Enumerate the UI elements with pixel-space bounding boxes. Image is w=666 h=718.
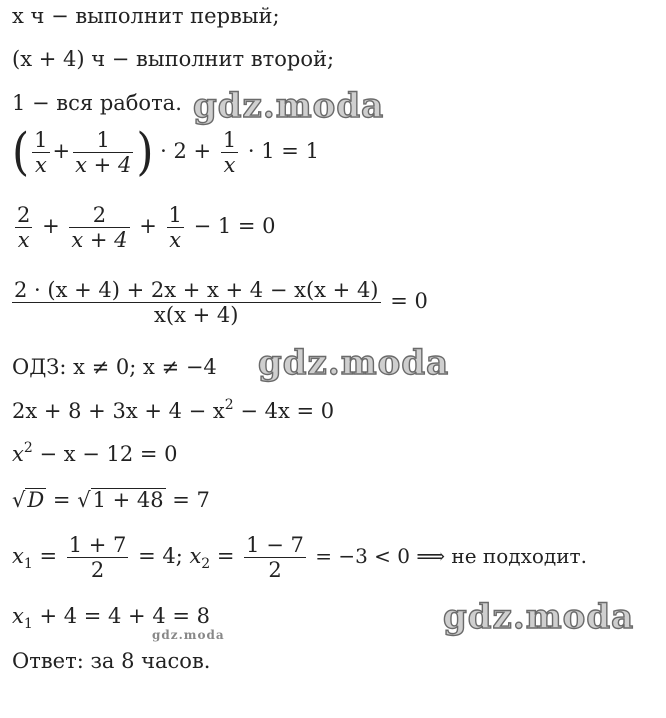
term: x [189, 544, 202, 569]
term: − 4x = 0 [233, 399, 335, 423]
sqrt-sign: √D [12, 488, 45, 512]
line-10-discriminant [12, 488, 210, 512]
term: = 4; [131, 544, 190, 569]
frac-num: 1 [222, 128, 237, 152]
term: = [210, 544, 242, 569]
term: x [12, 442, 24, 466]
line-5-equation [12, 203, 276, 252]
frac-den: x + 4 [75, 153, 132, 178]
subscript: 2 [201, 556, 211, 573]
frac-num: 1 [73, 128, 133, 153]
op: + [42, 214, 60, 239]
watermark: gdz.moda [193, 86, 385, 126]
term: − x − 12 = 0 [32, 442, 178, 466]
frac-num: 2 [17, 203, 31, 227]
line-6-equation [12, 278, 428, 327]
term: − 1 = 0 [193, 214, 276, 239]
term: = [46, 488, 78, 512]
frac-den: x [169, 228, 182, 253]
frac-num: 1 [34, 128, 48, 152]
frac-num: 1 [168, 203, 182, 227]
exponent: 2 [23, 440, 33, 456]
sqrt-sign: √1 + 48 [77, 488, 164, 512]
term: x [12, 544, 24, 569]
frac-num: 2 · (x + 4) + 2x + x + 4 − x(x + 4) [14, 278, 379, 302]
line-7-odz: ОДЗ: x ≠ 0; x ≠ −4 [12, 355, 217, 379]
line-3: 1 − вся работа. [12, 91, 182, 115]
term: = 7 [165, 488, 210, 512]
line-8 [12, 397, 335, 423]
subscript: 1 [23, 556, 33, 573]
term: x [12, 604, 24, 628]
frac-den: x [223, 153, 236, 178]
radicand: D [27, 488, 45, 512]
line-4-equation: ( $\frac{1}{x}$ + $\frac{1}{x + 4}$ ) · 2 + $\frac{1}{x}$ · 1 = 1 [12, 122, 319, 182]
line-13-answer: Ответ: за 8 часов. [12, 649, 211, 673]
term: + 4 = 4 + 4 = 8 [32, 604, 210, 628]
frac-num: 1 − 7 [246, 533, 304, 557]
term: = [32, 544, 64, 569]
watermark-small: gdz.moda [152, 628, 225, 642]
line-1: x ч − выполнит первый; [12, 4, 280, 28]
line-11-roots [12, 533, 587, 582]
watermark: gdz.moda [443, 597, 635, 637]
line-12 [12, 604, 210, 632]
frac-den: 2 [90, 558, 105, 583]
radicand: 1 + 48 [92, 488, 164, 512]
term: · 2 + [160, 139, 212, 164]
frac-num: 1 + 7 [68, 533, 127, 557]
term: 2x + 8 + 3x + 4 − x [12, 399, 225, 423]
frac-den: x(x + 4) [154, 303, 239, 328]
watermark: gdz.moda [258, 343, 450, 383]
subscript: 1 [23, 616, 33, 632]
frac-den: x [34, 153, 47, 178]
exponent: 2 [224, 397, 234, 413]
op: + [139, 214, 157, 239]
frac-den: x + 4 [71, 228, 128, 253]
term: = −3 < 0 ⟹ не подходит. [308, 544, 587, 569]
term: · 1 = 1 [247, 139, 319, 164]
frac-num: 2 [69, 203, 129, 228]
term: = 0 [390, 289, 428, 314]
line-9 [12, 440, 178, 466]
frac-den: 2 [268, 558, 282, 583]
line-2: (x + 4) ч − выполнит второй; [12, 47, 335, 71]
frac-den: x [17, 228, 30, 253]
